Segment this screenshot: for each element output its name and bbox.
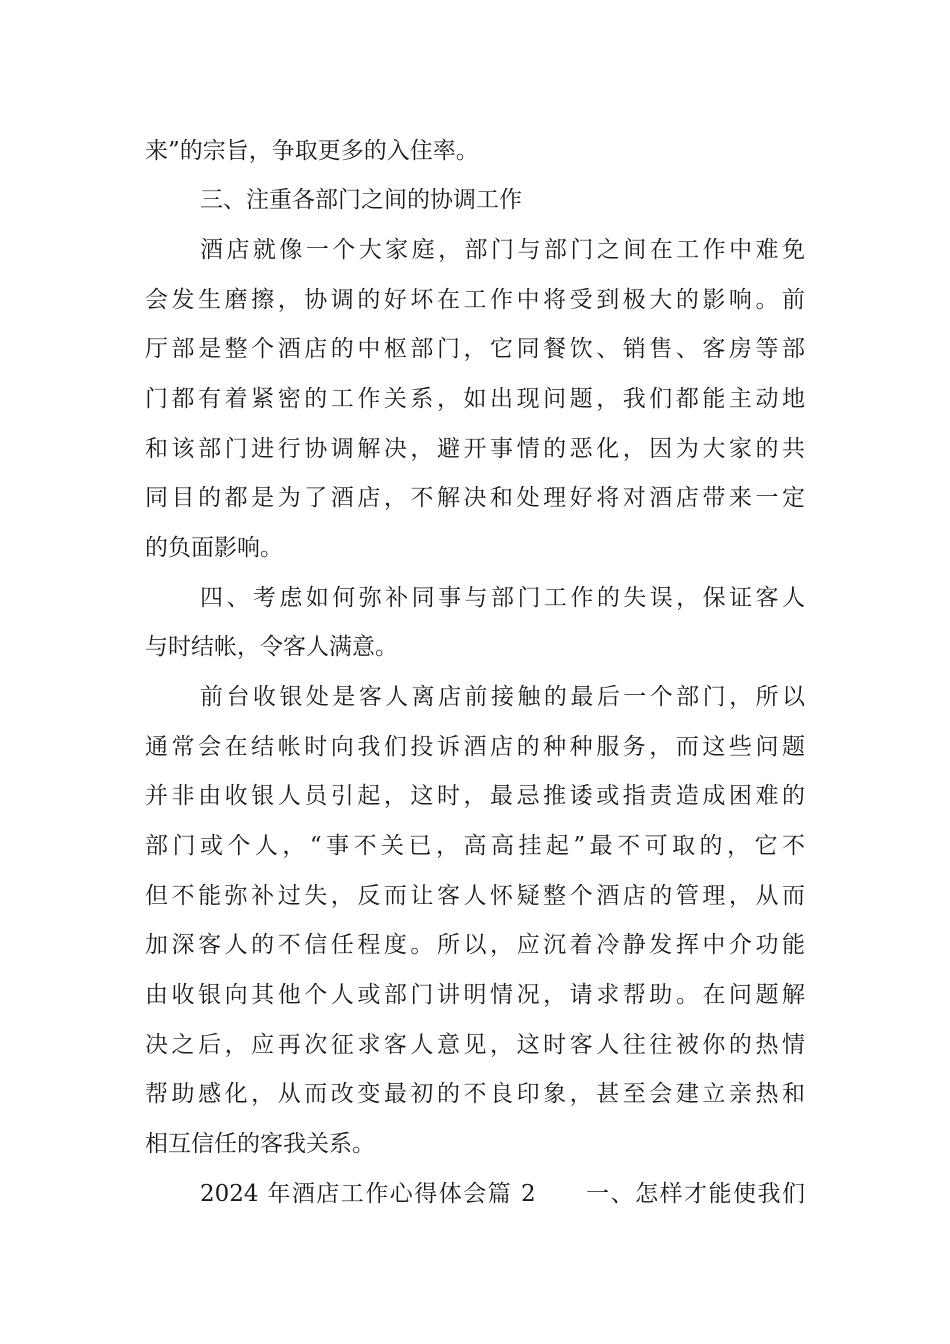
text-line-4: 会发生磨擦，协调的好坏在工作中将受到极大的影响。前	[145, 287, 805, 313]
text-line-14: 并非由收银人员引起，这时，最忌推诿或指责造成困难的	[145, 783, 805, 809]
text-line-21: 相互信任的客我关系。	[145, 1131, 375, 1157]
text-line-13: 通常会在结帐时向我们投诉酒店的种种服务，而这些问题	[145, 734, 805, 760]
text-line-5: 厅部是整个酒店的中枢部门，它同餐饮、销售、客房等部	[145, 336, 805, 362]
section-title-part-2: 2024 年酒店工作心得体会篇 2 一、怎样才能使我们	[200, 1181, 805, 1207]
text-line-15: 部门或个人，“事不关已，高高挂起”最不可取的，它不	[145, 833, 805, 859]
text-line-17: 加深客人的不信任程度。所以，应沉着冷静发挥中介功能	[145, 932, 805, 958]
text-line-16: 但不能弥补过失，反而让客人怀疑整个酒店的管理，从而	[145, 883, 805, 909]
text-line-6: 门都有着紧密的工作关系，如出现问题，我们都能主动地	[145, 386, 805, 412]
text-line-7: 和该部门进行协调解决，避开事情的恶化，因为大家的共	[145, 436, 805, 462]
text-line-9: 的负面影响。	[145, 535, 283, 561]
section-heading-4: 四、考虑如何弥补同事与部门工作的失误，保证客人	[200, 585, 805, 611]
text-line-11: 与时结帐，令客人满意。	[145, 634, 398, 660]
text-line-3: 酒店就像一个大家庭，部门与部门之间在工作中难免	[200, 237, 805, 263]
text-line-20: 帮助感化，从而改变最初的不良印象，甚至会建立亲热和	[145, 1081, 805, 1107]
text-line-8: 同目的都是为了酒店，不解决和处理好将对酒店带来一定	[145, 485, 805, 511]
text-line-1: 来”的宗旨，争取更多的入住率。	[145, 138, 479, 164]
text-line-12: 前台收银处是客人离店前接触的最后一个部门，所以	[200, 684, 805, 710]
text-line-18: 由收银向其他个人或部门讲明情况，请求帮助。在问题解	[145, 982, 805, 1008]
section-heading-3: 三、注重各部门之间的协调工作	[200, 187, 522, 213]
text-line-19: 决之后，应再次征求客人意见，这时客人往往被你的热情	[145, 1032, 805, 1058]
